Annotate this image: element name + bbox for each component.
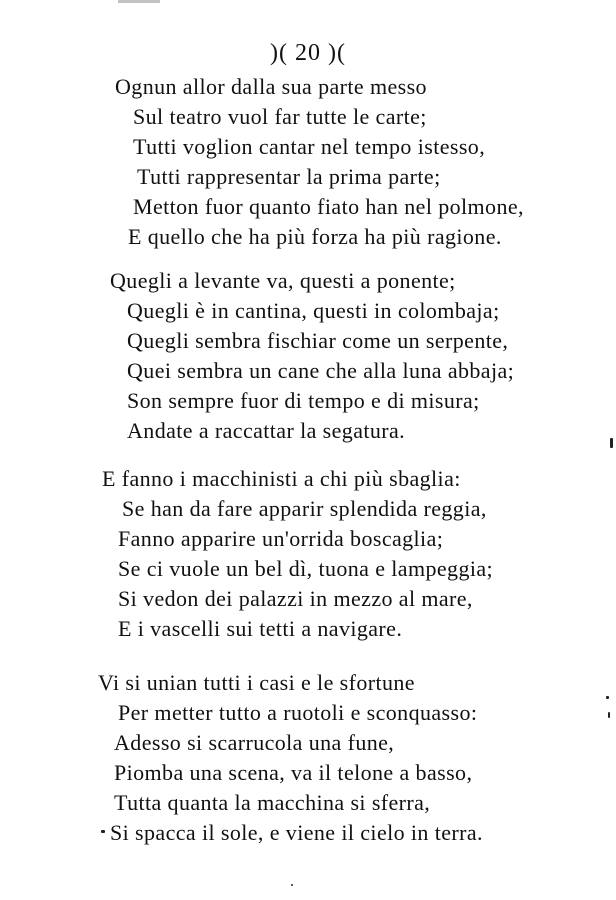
verse-line: Ognun allor dalla sua parte messo [115,74,427,99]
verse-line: Fanno apparire un'orrida boscaglia; [118,526,444,551]
page-number: )( 20 )( [270,40,346,66]
verse-line: Per metter tutto a ruotoli e sconquasso: [118,700,478,725]
verse-line: Son sempre fuor di tempo e di misura; [127,388,480,413]
verse-line: E i vascelli sui tetti a navigare. [118,616,403,641]
verse-line: E fanno i macchinisti a chi più sbaglia: [102,466,461,491]
verse-line: Quegli sembra fischiar come un serpente, [127,328,509,353]
margin-mark [606,696,609,699]
scan-smudge [118,0,160,3]
verse-line: Si spacca il sole, e viene il cielo in terra. [110,820,483,845]
margin-mark [101,830,105,833]
verse-line: Sul teatro vuol far tutte le carte; [133,104,427,129]
verse-line: Tutti voglion cantar nel tempo istesso, [133,134,486,159]
verse-line: E quello che ha più forza ha più ragione. [128,224,502,249]
verse-line: Andate a raccattar la segatura. [127,418,406,443]
verse-line: Quei sembra un cane che alla luna abbaja; [127,358,515,383]
verse-line: Tutta quanta la macchina si sferra, [114,790,431,815]
verse-line: Metton fuor quanto fiato han nel polmone, [133,194,524,219]
verse-line: Si vedon dei palazzi in mezzo al mare, [118,586,473,611]
verse-line: Quegli è in cantina, questi in colombaja; [127,298,500,323]
verse-line: Tutti rappresentar la prima parte; [137,164,441,189]
verse-line: Adesso si scarrucola una fune, [114,730,395,755]
verse-line: Quegli a levante va, questi a ponente; [110,268,456,293]
verse-line: Piomba una scena, va il telone a basso, [114,760,473,785]
margin-mark [608,712,610,718]
verse-line: Se han da fare apparir splendida reggia, [122,496,487,521]
verse-line: Vi si unian tutti i casi e le sfortune [98,670,415,695]
margin-mark [291,884,293,886]
margin-mark [610,438,613,448]
verse-line: Se ci vuole un bel dì, tuona e lampeggia; [118,556,494,581]
